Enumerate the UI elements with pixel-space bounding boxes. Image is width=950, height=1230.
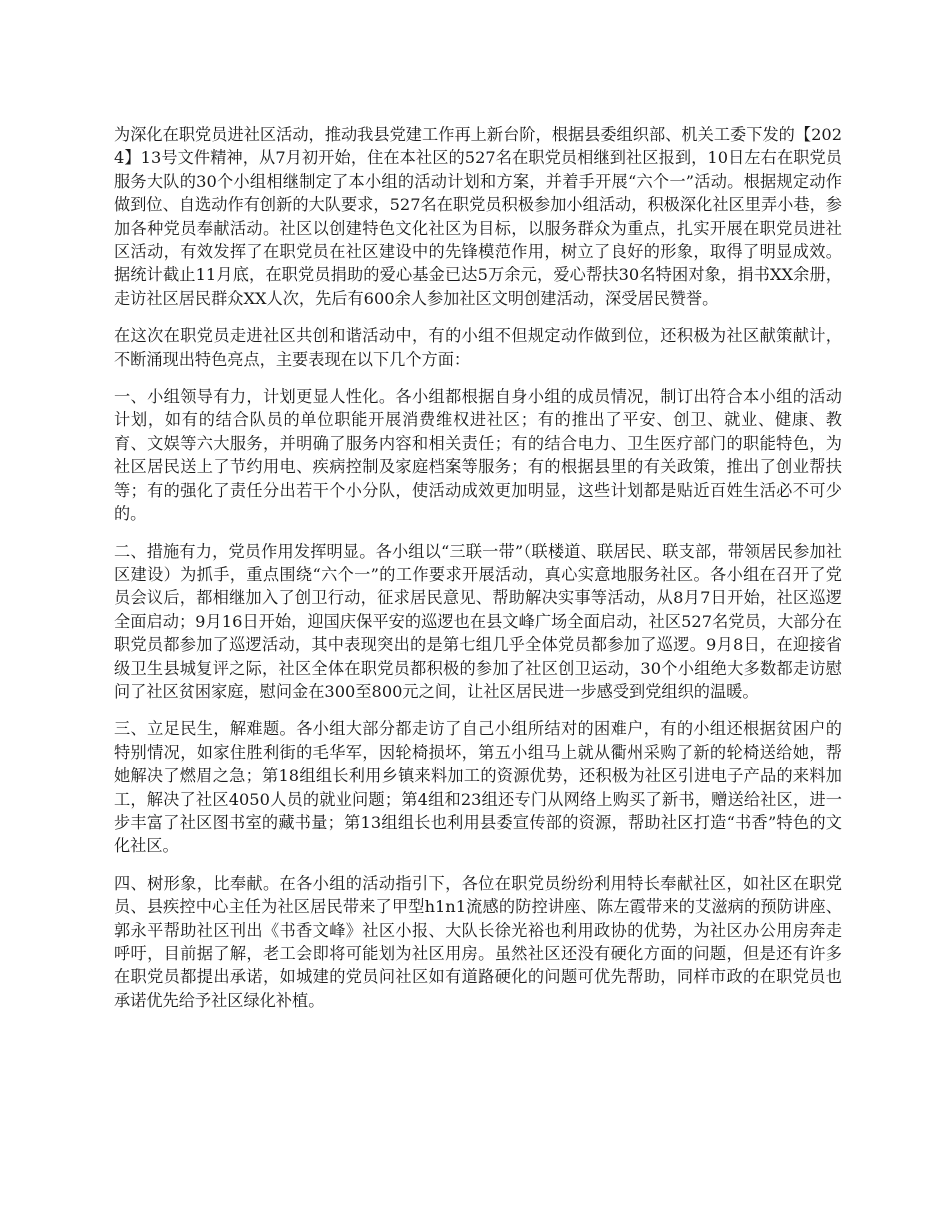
paragraph-intro: 为深化在职党员进社区活动，推动我县党建工作再上新台阶，根据县委组织部、机关工委下发的【2024】13号文件精神，从7月初开始，住在本社区的527名在职党员相继到社区报到，10日左右在职党员服务大队的30个小组相继制定了本小组的活动计划和方案，并着手开展“六个一”活动。根据规定动作做到位、自选动作有创新的大队要求，527名在职党员积极参加小组活动，积极深化社区里弄小巷，参加各种党员奉献活动。社区以创建特色文化社区为目标，以服务群众为重点，扎实开展在职党员进社区活动，有效发挥了在职党员在社区建设中的先锋模范作用，树立了良好的形象，取得了明显成效。据统计截止11月底，在职党员捐助的爱心基金已达5万余元，爱心帮扶30名特困对象，捐书XX余册，走访社区居民群众XX人次，先后有600余人参加社区文明创建活动，深受居民赞誉。 <box>114 125 842 308</box>
document-page <box>114 123 842 1026</box>
paragraph-section-4: 四、树形象，比奉献。在各小组的活动指引下，各位在职党员纷纷利用特长奉献社区，如社区在职党员、县疾控中心主任为社区居民带来了甲型h1n1流感的防控讲座、陈左霞带来的艾滋病的预防讲座、郭永平帮助社区刊出《书香文峰》社区小报、大队长徐光裕也利用政协的优势，为社区办公用房奔走呼吁，目前据了解，老工会即将可能划为社区用房。虽然社区还没有硬化方面的问题，但是还有许多在职党员都提出承诺，如城建的党员问社区如有道路硬化的问题可优先帮助，同样市政的在职党员也承诺优先给予社区绿化补植。 <box>114 873 842 1010</box>
paragraph-section-1: 一、小组领导有力，计划更显人性化。各小组都根据自身小组的成员情况，制订出符合本小组的活动计划，如有的结合队员的单位职能开展消费维权进社区；有的推出了平安、创卫、就业、健康、教育、文娱等六大服务，并明确了服务内容和相关责任；有的结合电力、卫生医疗部门的职能特色，为社区居民送上了节约用电、疾病控制及家庭档案等服务；有的根据县里的有关政策，推出了创业帮扶等；有的强化了责任分出若干个小分队，使活动成效更加明显，这些计划都是贴近百姓生活必不可少的。 <box>114 387 842 524</box>
paragraph-section-2: 二、措施有力，党员作用发挥明显。各小组以“三联一带”（联楼道、联居民、联支部，带领居民参加社区建设）为抓手，重点围绕“六个一”的工作要求开展活动，真心实意地服务社区。各小组在召开了党员会议后，都相继加入了创卫行动，征求居民意见、帮助解决实事等活动，从8月7日开始，社区巡逻全面启动；9月16日开始，迎国庆保平安的巡逻也在县文峰广场全面启动，社区527名党员，大部分在职党员都参加了巡逻活动，其中表现突出的是第七组几乎全体党员都参加了巡逻。9月8日，在迎接省级卫生县城复评之际，社区全体在职党员都积极的参加了社区创卫运动，30个小组绝大多数都走访慰问了社区贫困家庭，慰问金在300至800元之间，让社区居民进一步感受到党组织的温暖。 <box>114 541 842 701</box>
paragraph-overview: 在这次在职党员走进社区共创和谐活动中，有的小组不但规定动作做到位，还积极为社区献策献计，不断涌现出特色亮点，主要表现在以下几个方面： <box>114 326 842 369</box>
paragraph-section-3: 三、立足民生，解难题。各小组大部分都走访了自己小组所结对的困难户，有的小组还根据贫困户的特别情况，如家住胜利街的毛华军，因轮椅损坏，第五小组马上就从衢州采购了新的轮椅送给她，帮她解决了燃眉之急；第18组组长利用乡镇来料加工的资源优势，还积极为社区引进电子产品的来料加工，解决了社区4050人员的就业问题；第4组和23组还专门从网络上购买了新书，赠送给社区，进一步丰富了社区图书室的藏书量；第13组组长也利用县委宣传部的资源，帮助社区打造“书香”特色的文化社区。 <box>114 719 842 856</box>
